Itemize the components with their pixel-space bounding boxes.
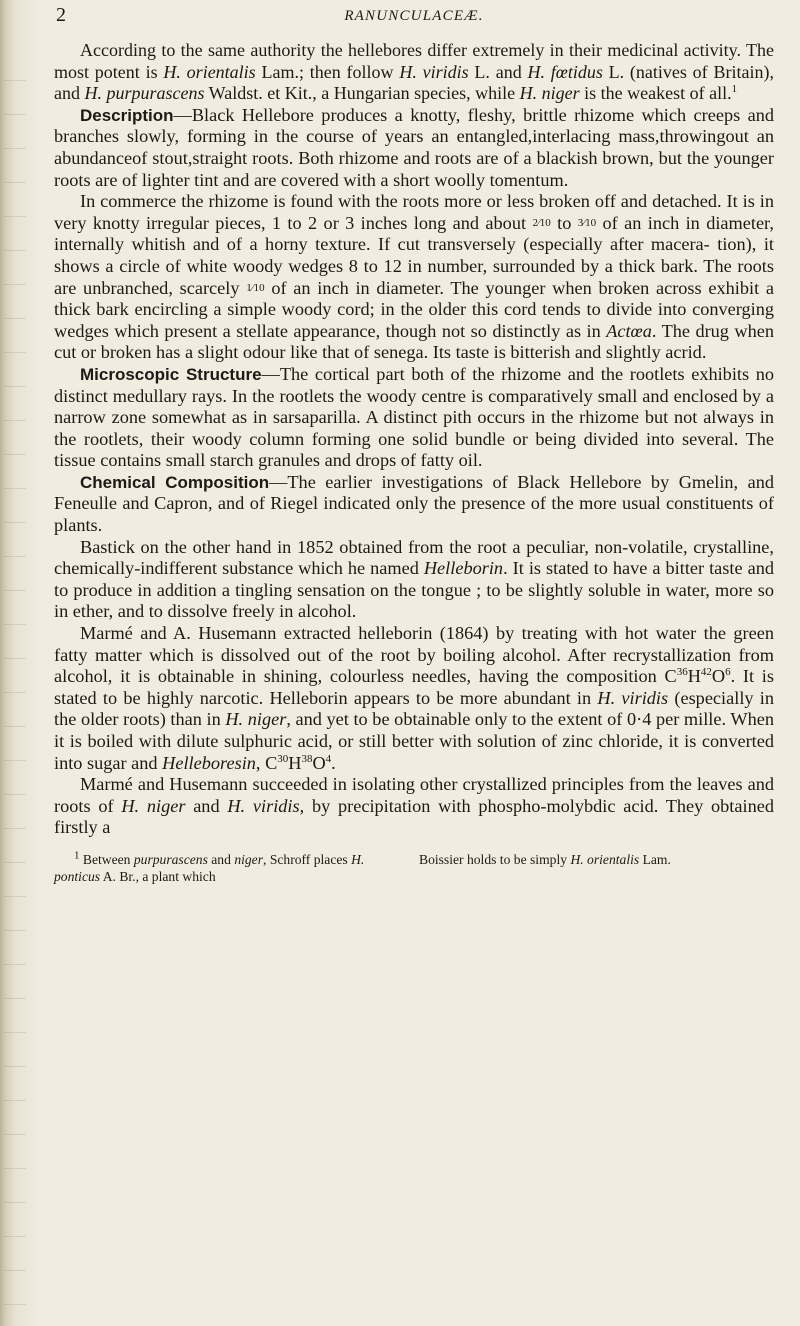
section-heading-description: Description <box>80 105 174 125</box>
body-text <box>54 40 774 839</box>
running-head: RANUNCULACEÆ. <box>344 8 484 24</box>
paragraph-helleborin: Marmé and A. Husemann extracted helleborin (1864) by treating with hot water the green fatty matter which is dissolved out of the root by boiling alcohol. After recrystallization from alcohol, it is obtainable in shining, colourless needles, having the composition $C^{36}H^{42}O^6$. It is stated to be highly narcotic. Helleborin appears to be more abundant in H. viridis (especially in the older roots) than in H. niger, and yet to be obtainable only to the extent of 0·4 per mille. When it is boiled with dilute sulphuric acid, or still better with solution of zinc chloride, it is converted into sugar and Helleboresin, $C^{30}H^{38}O^4$. <box>54 623 774 773</box>
paragraph-description: Description—Black Hellebore produces a knotty, fleshy, brittle rhizome which creeps and branches slowly, forming in the course of years an entangled,interlacing mass,throwingout an abundanceof stout,straight roots. Both rhizome and roots are of a blackish brown, but the younger roots are of lighter tint and are covered with a short woolly tomentum. <box>54 104 774 190</box>
footnote-marker: 1 <box>731 83 738 96</box>
book-page <box>54 0 774 1326</box>
footnote-left-column: $^1$ Between purpurascens and niger, Schroff places H. ponticus A. Br., a plant which <box>54 849 365 884</box>
binding-texture <box>4 80 26 1320</box>
book-spine-shadow <box>0 0 40 1326</box>
paragraph-bastick: Bastick on the other hand in 1852 obtained from the root a peculiar, non-volatile, crystalline, chemically-indifferent substance which he named Helleborin. It is stated to have a bitter taste and to produce in addition a tingling sensation on the tongue ; to be slightly soluble in water, more so in ether, and to dissolve freely in alcohol. <box>54 536 774 622</box>
page-number: 2 <box>56 4 66 26</box>
paragraph-chemical-composition: Chemical Composition—The earlier investigations of Black Hellebore by Gmelin, and Feneulle and Capron, and of Riegel indicated only the presence of the more usual constituents of plants. <box>54 471 774 536</box>
paragraph-marme-husemann: Marmé and Husemann succeeded in isolating other crystallized principles from the leaves and roots of H. niger and H. viridis, by precipitation with phospho-molybdic acid. They obtained firstly a <box>54 774 774 838</box>
section-heading-microscopic: Microscopic Structure <box>80 364 262 384</box>
paragraph-commerce: In commerce the rhizome is found with the roots more or less broken off and detached. It is in very knotty irregular pieces, 1 to 2 or 3 inches long and about 2⁄10 to 3⁄10 of an inch in diameter, internally whitish and of a horny texture. If cut transversely (especially after macera- tion), it shows a circle of white woody wedges 8 to 12 in number, surrounded by a thick bark. The roots are unbranched, scarcely 1⁄10 of an inch in diameter. The younger when broken across exhibit a thick bark encircling a simple woody cord; in the older this cord tends to divide into converging wedges which present a stellate appearance, though not so distinctly as in Actœa. The drug when cut or broken has a slight odour like that of senega. Its taste is bitterish and slightly acrid. <box>54 191 775 363</box>
section-heading-chemical: Chemical Composition <box>80 472 270 492</box>
page-header <box>54 4 774 40</box>
paragraph-microscopic-structure: Microscopic Structure—The cortical part both of the rhizome and the rootlets exhibits no distinct medullary rays. In the rootlets the woody centre is comparatively small and enclosed by a narrow zone somewhat as in sarsaparilla. A distinct pith occurs in the rhizome but not always in the rootlets, their woody column forming one solid bundle or being divided into several. The tissue contains small starch granules and drops of fatty oil. <box>54 363 774 471</box>
paragraph-potency: According to the same authority the hellebores differ extremely in their medicinal activity. The most potent is H. orientalis Lam.; then follow H. viridis L. and H. fœtidus L. (natives of Britain), and H. purpurascens Waldst. et Kit., a Hungarian species, while H. niger is the weakest of all.$^1$ <box>54 40 774 104</box>
footnote-right-column: Boissier holds to be simply H. orientalis Lam. <box>419 851 671 867</box>
footnote <box>54 851 774 885</box>
